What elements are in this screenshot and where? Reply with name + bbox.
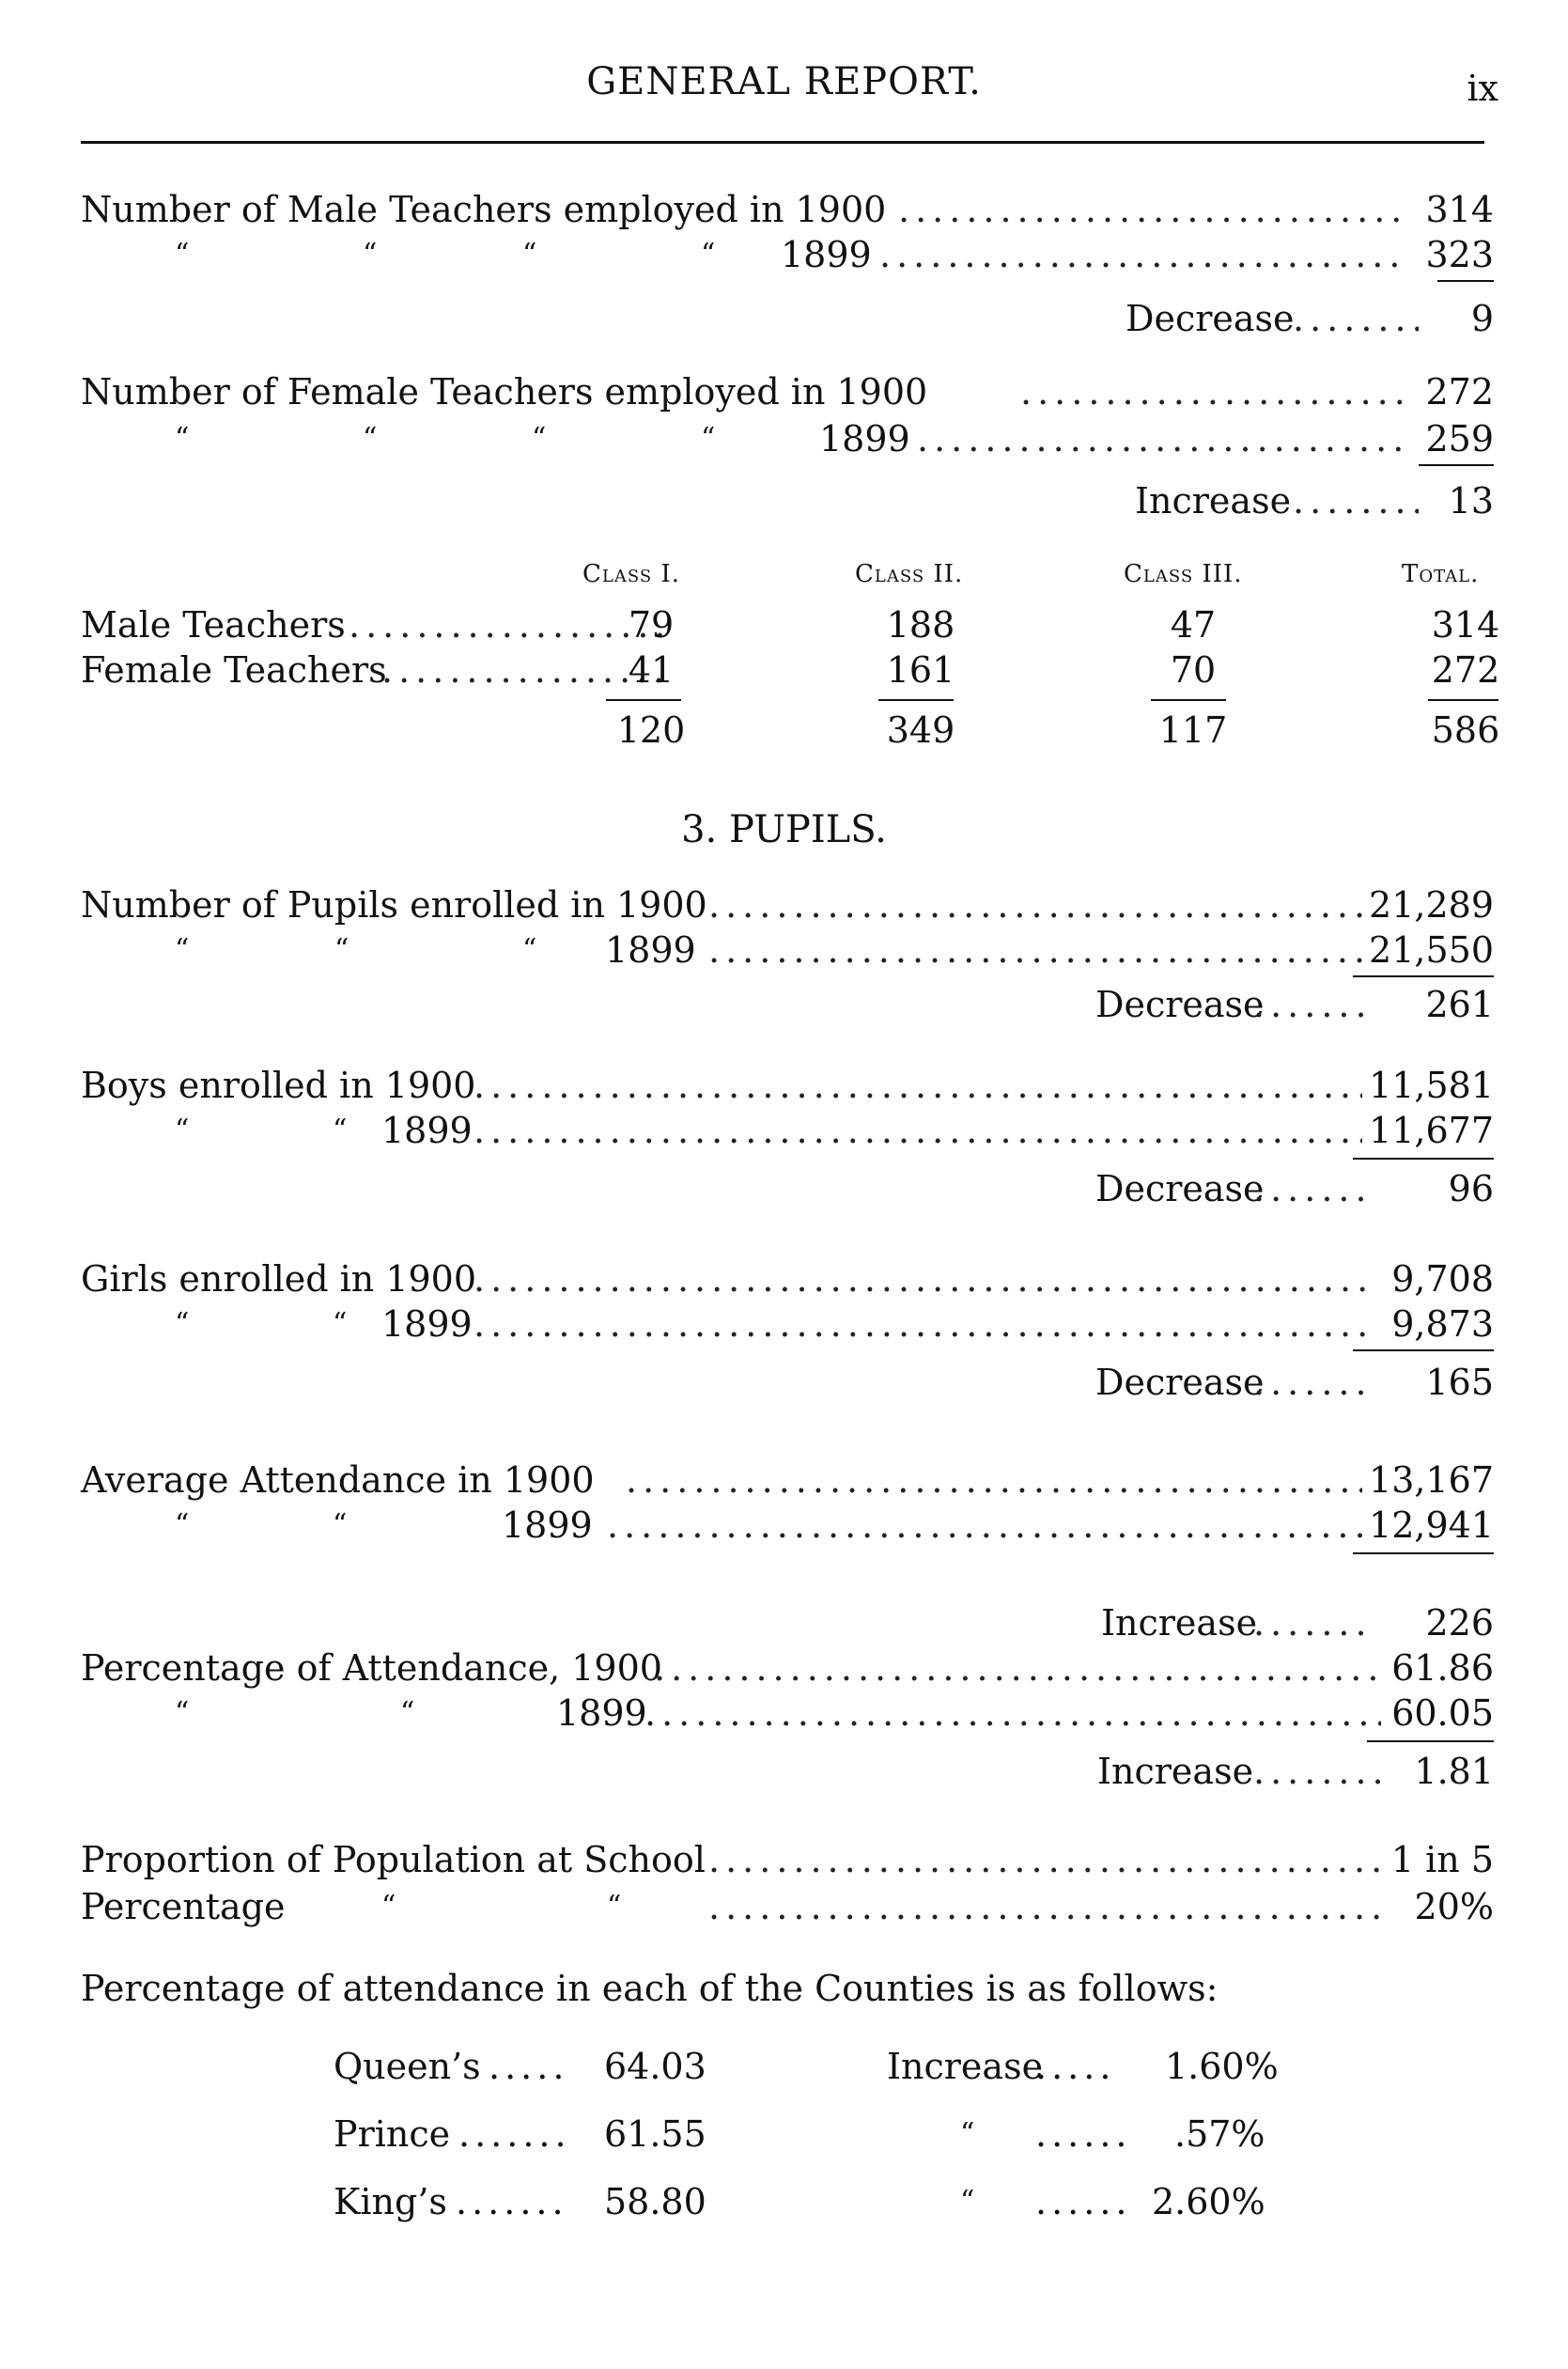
leader-dots <box>708 1883 1381 1930</box>
county-name: King’s <box>334 2181 447 2222</box>
county-value: 58.80 <box>604 2181 706 2222</box>
row-value: 20% <box>1414 1886 1494 1927</box>
ditto-mark: “ <box>522 238 537 271</box>
girls-enrolled-1899-row <box>81 1301 1494 1348</box>
row-label: Average Attendance in 1900 <box>81 1459 595 1501</box>
row-value: 60.05 <box>1391 1692 1494 1734</box>
table-cell: 161 <box>886 649 955 691</box>
leader-dots <box>1293 477 1419 524</box>
leader-dots <box>474 1107 1362 1154</box>
leader-dots <box>1253 1599 1372 1646</box>
ditto-mark: “ <box>532 422 547 455</box>
county-name: Prince <box>334 2113 451 2155</box>
row-label: Female Teachers <box>81 649 387 691</box>
leader-dots <box>474 1255 1372 1302</box>
county-name: Queen’s <box>334 2046 481 2087</box>
leader-dots <box>644 1690 1381 1737</box>
table-total-cell: 117 <box>1158 709 1228 751</box>
county-change-label: “ <box>960 2185 975 2218</box>
table-total-cell: 120 <box>616 709 686 751</box>
row-value: 272 <box>1425 371 1494 413</box>
leader-dots <box>708 881 1362 928</box>
row-value: 13,167 <box>1369 1459 1494 1501</box>
ditto-mark: “ <box>175 933 190 966</box>
row-value: 323 <box>1425 234 1494 275</box>
girls-enrolled-change-row <box>81 1359 1494 1406</box>
row-value: 9,873 <box>1391 1303 1494 1345</box>
leader-dots <box>917 415 1409 462</box>
leader-dots <box>1253 1165 1372 1212</box>
year-label: 1899 <box>381 1110 473 1151</box>
pupils-enrolled-1899-row <box>81 927 1494 974</box>
row-label: Boys enrolled in 1900 <box>81 1065 476 1106</box>
table-total-cell: 586 <box>1431 709 1500 751</box>
ditto-mark: “ <box>175 1114 190 1146</box>
table-row <box>81 647 1494 694</box>
table-cell: 47 <box>1170 604 1217 646</box>
sum-rule <box>1353 1158 1494 1160</box>
sum-rule <box>1437 280 1494 282</box>
ditto-mark: “ <box>701 422 716 455</box>
ditto-mark: “ <box>175 1307 190 1340</box>
leader-dots <box>474 1062 1362 1109</box>
row-value: 12,941 <box>1369 1504 1494 1546</box>
sum-rule <box>606 699 681 701</box>
table-total-cell: 349 <box>886 709 955 751</box>
county-value: 61.55 <box>604 2113 706 2155</box>
page-header-title: GENERAL REPORT. <box>586 60 982 103</box>
year-label: 1899 <box>819 418 910 460</box>
county-change: 1.60% <box>1165 2046 1279 2087</box>
sum-rule <box>1367 1740 1494 1742</box>
year-label: 1899 <box>381 1303 473 1345</box>
change-label: Decrease <box>1095 1168 1265 1209</box>
boys-enrolled-1899-row <box>81 1107 1494 1154</box>
row-value: 314 <box>1425 189 1494 230</box>
ditto-mark: “ <box>175 238 190 271</box>
ditto-mark: “ <box>333 1114 348 1146</box>
row-label: Percentage <box>81 1886 286 1927</box>
counties-intro: Percentage of attendance in each of the Counties is as follows: <box>81 1968 1219 2009</box>
change-value: 226 <box>1425 1602 1494 1644</box>
leader-dots <box>607 1502 1362 1549</box>
proportion-percentage-row <box>81 1883 1494 1930</box>
county-change-label: Increase <box>887 2046 1044 2087</box>
attendance-1900-row <box>81 1457 1494 1504</box>
year-label: 1899 <box>556 1692 647 1734</box>
ditto-mark: “ <box>522 933 537 966</box>
ditto-mark: “ <box>400 1696 415 1729</box>
ditto-mark: “ <box>333 1307 348 1340</box>
year-label: 1899 <box>502 1504 593 1546</box>
leader-dots <box>1253 1359 1372 1406</box>
leader-dots <box>1253 1748 1381 1795</box>
row-value: 259 <box>1425 418 1494 460</box>
leader-dots: ....... <box>458 2113 571 2155</box>
table-cell: 272 <box>1431 649 1500 691</box>
pupils-enrolled-change-row <box>81 981 1494 1028</box>
table-row <box>81 601 1494 648</box>
percentage-change-row <box>81 1748 1494 1795</box>
ditto-mark: “ <box>381 1890 396 1923</box>
row-label: Proportion of Population at School <box>81 1839 706 1880</box>
ditto-mark: “ <box>607 1890 622 1923</box>
ditto-mark: “ <box>333 1508 348 1541</box>
leader-dots <box>708 1836 1381 1883</box>
county-value: 64.03 <box>604 2046 706 2087</box>
page-number: ix <box>1467 68 1498 109</box>
male-teachers-change-row <box>81 295 1494 342</box>
change-value: 96 <box>1448 1168 1494 1209</box>
leader-dots: ..... <box>489 2046 569 2087</box>
sum-rule <box>1353 975 1494 977</box>
row-label: Number of Pupils enrolled in 1900 <box>81 884 707 926</box>
column-header-class-1: Class I. <box>582 560 680 588</box>
change-label: Increase <box>1101 1602 1258 1644</box>
pupils-enrolled-1900-row <box>81 881 1494 928</box>
row-value: 11,677 <box>1369 1110 1494 1151</box>
row-value: 9,708 <box>1391 1258 1494 1300</box>
row-label: Girls enrolled in 1900 <box>81 1258 477 1300</box>
row-value: 21,289 <box>1369 884 1494 926</box>
proportion-row <box>81 1836 1494 1883</box>
leader-dots: ...... <box>1035 2113 1132 2155</box>
female-teachers-1899-row <box>81 415 1494 462</box>
row-label: Male Teachers <box>81 604 346 646</box>
row-value: 1 in 5 <box>1390 1839 1494 1880</box>
ditto-mark: “ <box>701 238 716 271</box>
leader-dots <box>879 231 1409 278</box>
boys-enrolled-change-row <box>81 1165 1494 1212</box>
change-label: Decrease <box>1126 298 1295 339</box>
county-change: 2.60% <box>1152 2181 1265 2222</box>
ditto-mark: “ <box>363 238 378 271</box>
leader-dots <box>474 1301 1372 1348</box>
male-teachers-1899-row <box>81 231 1494 278</box>
ditto-mark: “ <box>363 422 378 455</box>
attendance-change-row <box>81 1599 1494 1646</box>
sum-rule <box>1428 699 1498 701</box>
sum-rule <box>1353 1552 1494 1554</box>
column-header-class-2: Class II. <box>855 560 964 588</box>
change-value: 9 <box>1470 298 1494 339</box>
table-cell: 41 <box>628 649 675 691</box>
leader-dots: ..... <box>1035 2046 1116 2087</box>
change-label: Decrease <box>1095 1362 1265 1403</box>
row-value: 21,550 <box>1369 929 1494 971</box>
girls-enrolled-1900-row <box>81 1255 1494 1302</box>
leader-dots: ...... <box>1035 2181 1132 2222</box>
change-label: Decrease <box>1095 984 1265 1025</box>
leader-dots <box>1253 981 1372 1028</box>
leader-dots <box>1293 295 1419 342</box>
sum-rule <box>1353 1349 1494 1351</box>
row-value: 11,581 <box>1369 1065 1494 1106</box>
boys-enrolled-1900-row <box>81 1062 1494 1109</box>
county-change-label: “ <box>960 2117 975 2150</box>
county-change: .57% <box>1174 2113 1265 2155</box>
change-label: Increase <box>1097 1751 1254 1792</box>
row-value: 61.86 <box>1391 1647 1494 1689</box>
percentage-1899-row <box>81 1690 1494 1737</box>
row-label: Percentage of Attendance, 1900 <box>81 1647 662 1689</box>
column-header-total: Total. <box>1402 560 1480 588</box>
year-label: 1899 <box>781 234 872 275</box>
leader-dots <box>626 1457 1362 1504</box>
ditto-mark: “ <box>175 1508 190 1541</box>
sum-rule <box>878 699 954 701</box>
row-label: Number of Male Teachers employed in 1900 <box>81 189 887 230</box>
change-value: 261 <box>1425 984 1494 1025</box>
sum-rule <box>1151 699 1226 701</box>
change-label: Increase <box>1135 480 1292 522</box>
leader-dots <box>708 927 1362 974</box>
leader-dots <box>654 1644 1381 1691</box>
section-heading-pupils: 3. PUPILS. <box>681 808 887 851</box>
column-header-class-3: Class III. <box>1124 560 1243 588</box>
table-cell: 79 <box>628 604 675 646</box>
female-teachers-change-row <box>81 477 1494 524</box>
ditto-mark: “ <box>175 1696 190 1729</box>
change-value: 165 <box>1425 1362 1494 1403</box>
year-label: 1899 <box>605 929 696 971</box>
change-value: 13 <box>1448 480 1494 522</box>
table-cell: 188 <box>886 604 955 646</box>
sum-rule <box>1419 464 1494 466</box>
ditto-mark: “ <box>334 933 349 966</box>
male-teachers-1900-row <box>81 186 1494 233</box>
leader-dots <box>898 186 1409 233</box>
percentage-1900-row <box>81 1644 1494 1691</box>
table-cell: 314 <box>1431 604 1500 646</box>
attendance-1899-row <box>81 1502 1494 1549</box>
leader-dots <box>1020 368 1409 415</box>
table-cell: 70 <box>1170 649 1217 691</box>
ditto-mark: “ <box>175 422 190 455</box>
row-label: Number of Female Teachers employed in 1900 <box>81 371 928 413</box>
header-rule <box>81 141 1484 144</box>
change-value: 1.81 <box>1414 1751 1494 1792</box>
leader-dots: ....... <box>456 2181 568 2222</box>
female-teachers-1900-row <box>81 368 1494 415</box>
